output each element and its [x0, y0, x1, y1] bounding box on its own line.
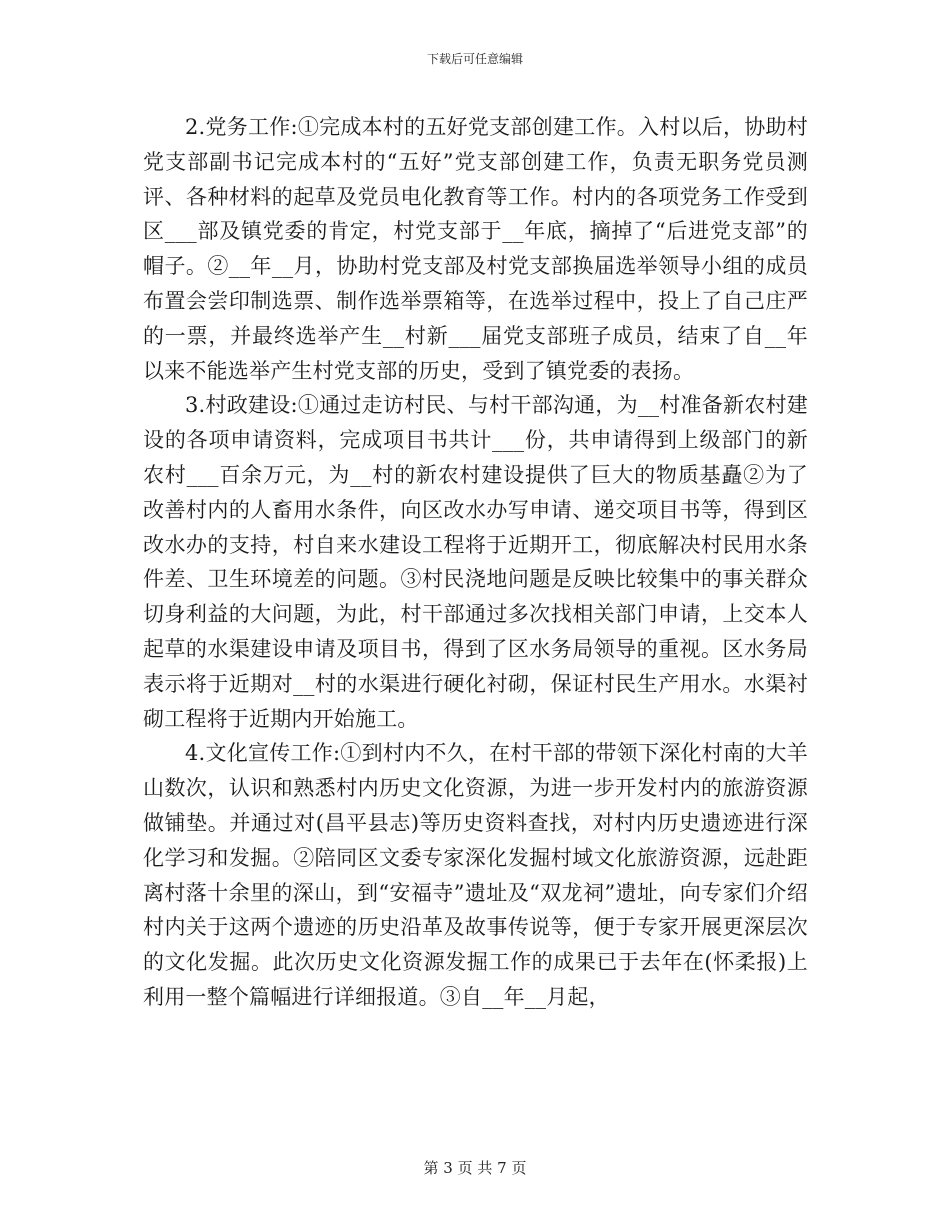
- page-header: 下载后可任意编辑: [426, 52, 523, 66]
- paragraph-village-construction: 3.村政建设:①通过走访村民、与村干部沟通，为__村准备新农村建设的各项申请资料，完成项目书共计___份，共申请得到上级部门的新农村___百余万元，为__村的新农村建设提供了巨大的物质基矗②为了改善村内的人畜用水条件，向区改水办写申请、递交项目书等，得到区改水办的支持，村自来水建设工程将于近期开工，彻底解决村民用水条件差、卫生环境差的问题。③村民浇地问题是反映比较集中的事关群众切身利益的大问题，为此，村干部通过多次找相关部门申请，上交本人起草的水渠建设申请及项目书，得到了区水务局领导的重视。区水务局表示将于近期对__村的水渠进行硬化衬砌，保证村民生产用水。水渠衬砌工程将于近期内开始施工。: [143, 393, 808, 731]
- page-footer: 第 3 页 共 7 页: [423, 1159, 527, 1177]
- paragraph-party-affairs: 2.党务工作:①完成本村的五好党支部创建工作。入村以后，协助村党支部副书记完成本村的“五好”党支部创建工作，负责无职务党员测评、各种材料的起草及党员电化教育等工作。村内的各项党务工作受到区___部及镇党委的肯定，村党支部于__年底，摘掉了“后进党支部”的帽子。②__年__月，协助村党支部及村党支部换届选举领导小组的成员布置会尝印制选票、制作选举票箱等，在选举过程中，投上了自己庄严的一票，并最终选举产生__村新___届党支部班子成员，结束了自__年以来不能选举产生村党支部的历史，受到了镇党委的表扬。: [143, 115, 808, 383]
- paragraph-culture-promotion: 4.文化宣传工作:①到村内不久，在村干部的带领下深化村南的大羊山数次，认识和熟悉村内历史文化资源，为进一步开发村内的旅游资源做铺垫。并通过对(昌平县志)等历史资料查找，对村内历史遗迹进行深化学习和发掘。②陪同区文委专家深化发掘村域文化旅游资源，远赴距离村落十余里的深山，到“安福寺”遗址及“双龙祠”遗址，向专家们介绍村内关于这两个遗迹的历史沿革及故事传说等，便于专家开展更深层次的文化发掘。此次历史文化资源发掘工作的成果已于去年在(怀柔报)上利用一整个篇幅进行详细报道。③自__年__月起，: [143, 741, 808, 1009]
- document-body: [143, 110, 808, 1015]
